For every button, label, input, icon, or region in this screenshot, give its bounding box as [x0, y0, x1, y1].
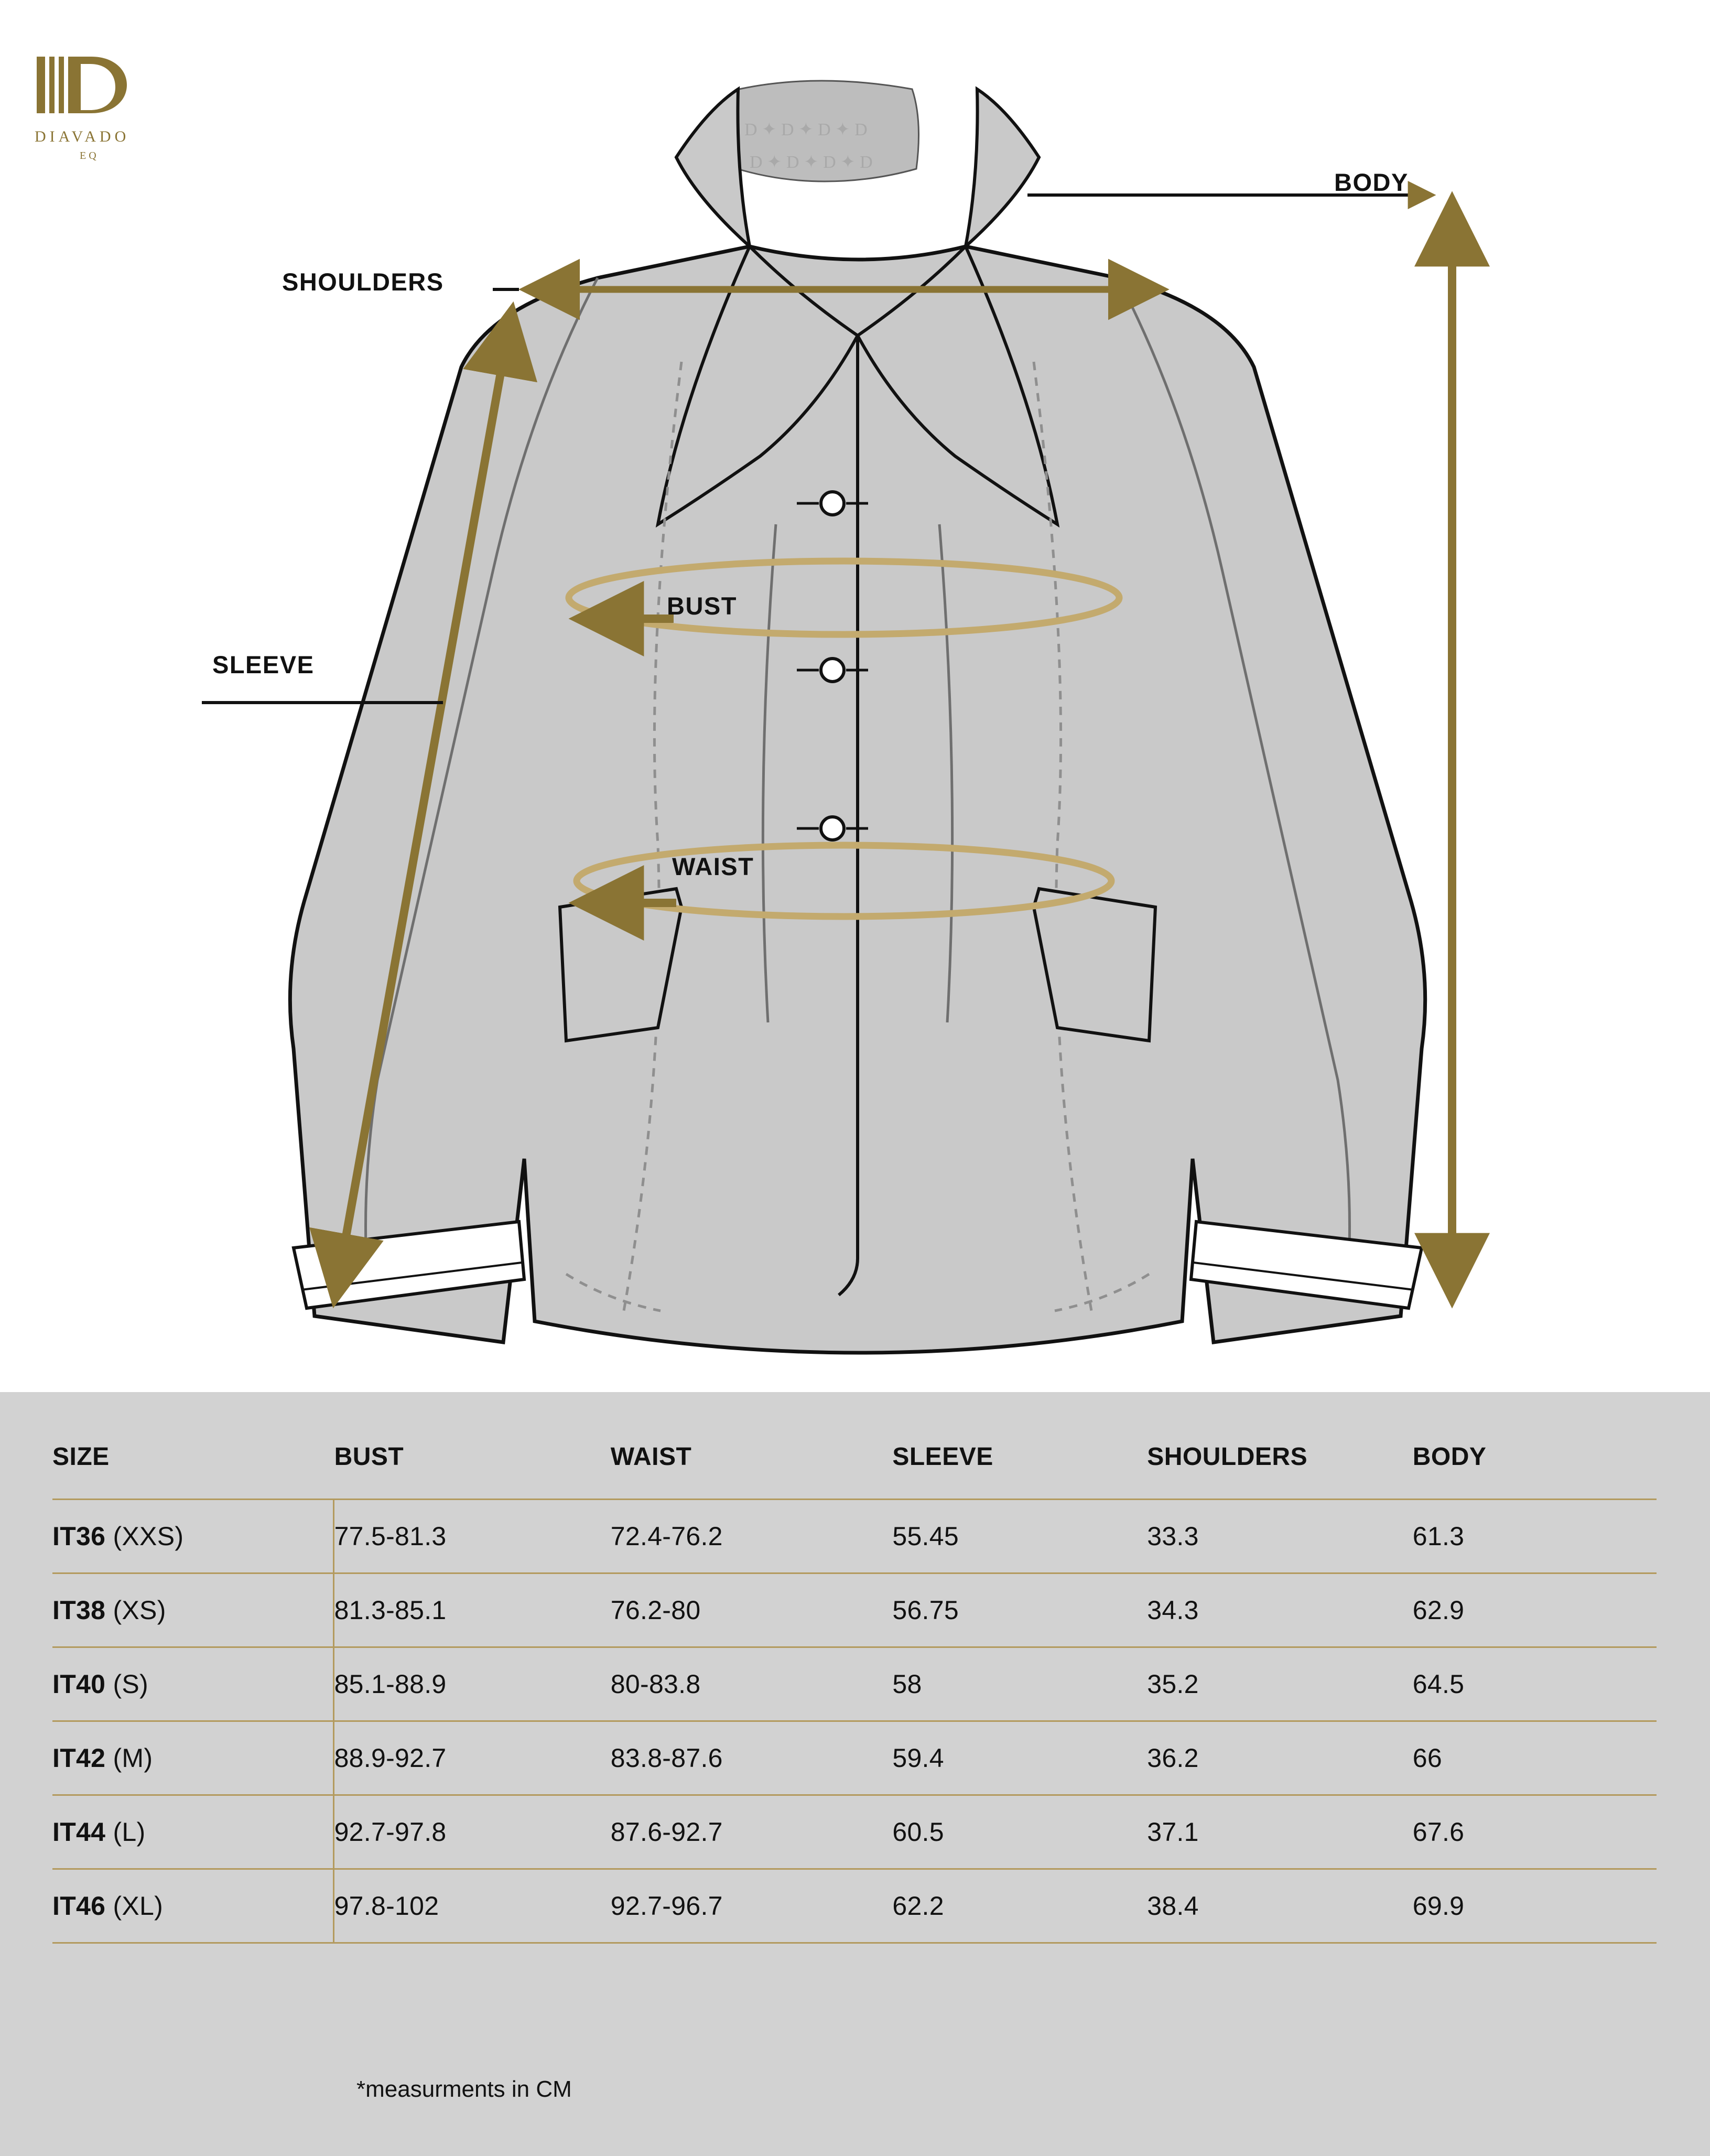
- size-alt: (M): [113, 1743, 153, 1773]
- cell-shoulders: 36.2: [1147, 1721, 1413, 1795]
- callout-label-body: BODY: [1334, 168, 1409, 196]
- cell-bust: 88.9-92.7: [334, 1721, 611, 1795]
- table-row: [52, 1573, 1657, 1647]
- column-header-sleeve: SLEEVE: [892, 1443, 993, 1471]
- size-alt: (XXS): [113, 1522, 184, 1551]
- callout-label-shoulders: SHOULDERS: [282, 268, 444, 296]
- size-code: IT44: [52, 1817, 106, 1847]
- cell-shoulders: 33.3: [1147, 1500, 1413, 1573]
- svg-text:D ✦ D ✦ D ✦ D: D ✦ D ✦ D ✦ D: [744, 120, 868, 139]
- size-alt: (L): [113, 1817, 146, 1847]
- cell-size: [52, 1647, 334, 1721]
- table-row: [52, 1795, 1657, 1869]
- size-alt: (XL): [113, 1891, 164, 1921]
- cell-body: 62.9: [1413, 1573, 1657, 1647]
- cell-shoulders: 35.2: [1147, 1647, 1413, 1721]
- cell-sleeve: 56.75: [892, 1573, 1147, 1647]
- cell-sleeve: 60.5: [892, 1795, 1147, 1869]
- callout-label-bust: BUST: [667, 592, 737, 620]
- size-alt: (S): [113, 1669, 149, 1699]
- size-table-panel: [0, 1392, 1710, 2156]
- cell-shoulders: 37.1: [1147, 1795, 1413, 1869]
- cell-sleeve: 58: [892, 1647, 1147, 1721]
- cell-bust: 81.3-85.1: [334, 1573, 611, 1647]
- cell-waist: 72.4-76.2: [611, 1500, 893, 1573]
- cell-shoulders: 34.3: [1147, 1573, 1413, 1647]
- column-header-bust: BUST: [334, 1443, 404, 1471]
- cell-waist: 92.7-96.7: [611, 1869, 893, 1943]
- cell-size: [52, 1869, 334, 1943]
- size-alt: (XS): [113, 1596, 166, 1625]
- jacket-drawing: [290, 81, 1425, 1353]
- cell-body: 64.5: [1413, 1647, 1657, 1721]
- svg-text:D ✦ D ✦ D ✦ D: D ✦ D ✦ D ✦ D: [750, 153, 873, 172]
- cell-bust: 97.8-102: [334, 1869, 611, 1943]
- table-row: [52, 1500, 1657, 1573]
- size-code: IT38: [52, 1596, 106, 1625]
- size-code: IT36: [52, 1522, 106, 1551]
- table-row: [52, 1869, 1657, 1943]
- size-code: IT42: [52, 1743, 106, 1773]
- callout-label-sleeve: SLEEVE: [212, 651, 315, 678]
- cell-waist: 76.2-80: [611, 1573, 893, 1647]
- cell-waist: 80-83.8: [611, 1647, 893, 1721]
- column-header-waist: WAIST: [610, 1443, 692, 1471]
- cell-sleeve: 55.45: [892, 1500, 1147, 1573]
- cell-size: [52, 1500, 334, 1573]
- cell-waist: 87.6-92.7: [611, 1795, 893, 1869]
- column-header-body: BODY: [1412, 1443, 1487, 1471]
- brand-sub: EQ: [80, 150, 99, 161]
- cell-size: [52, 1573, 334, 1647]
- cell-body: 69.9: [1413, 1869, 1657, 1943]
- cell-body: 66: [1413, 1721, 1657, 1795]
- table-row: [52, 1647, 1657, 1721]
- table-header-row: [52, 1429, 1657, 1500]
- cell-sleeve: 62.2: [892, 1869, 1147, 1943]
- size-code: IT40: [52, 1669, 106, 1699]
- cell-waist: 83.8-87.6: [611, 1721, 893, 1795]
- cell-sleeve: 59.4: [892, 1721, 1147, 1795]
- cell-body: 67.6: [1413, 1795, 1657, 1869]
- size-chart-table: [52, 1429, 1657, 1944]
- cell-body: 61.3: [1413, 1500, 1657, 1573]
- cell-bust: 92.7-97.8: [334, 1795, 611, 1869]
- size-code: IT46: [52, 1891, 106, 1921]
- cell-bust: 77.5-81.3: [334, 1500, 611, 1573]
- brand-name: DIAVADO: [35, 128, 130, 145]
- cell-bust: 85.1-88.9: [334, 1647, 611, 1721]
- column-header-size: SIZE: [52, 1443, 110, 1471]
- cell-shoulders: 38.4: [1147, 1869, 1413, 1943]
- callout-label-waist: WAIST: [672, 853, 754, 880]
- table-row: [52, 1721, 1657, 1795]
- cell-size: [52, 1721, 334, 1795]
- column-header-shoulders: SHOULDERS: [1147, 1443, 1308, 1471]
- measurement-unit-footnote: *measurments in CM: [356, 2076, 572, 2102]
- cell-size: [52, 1795, 334, 1869]
